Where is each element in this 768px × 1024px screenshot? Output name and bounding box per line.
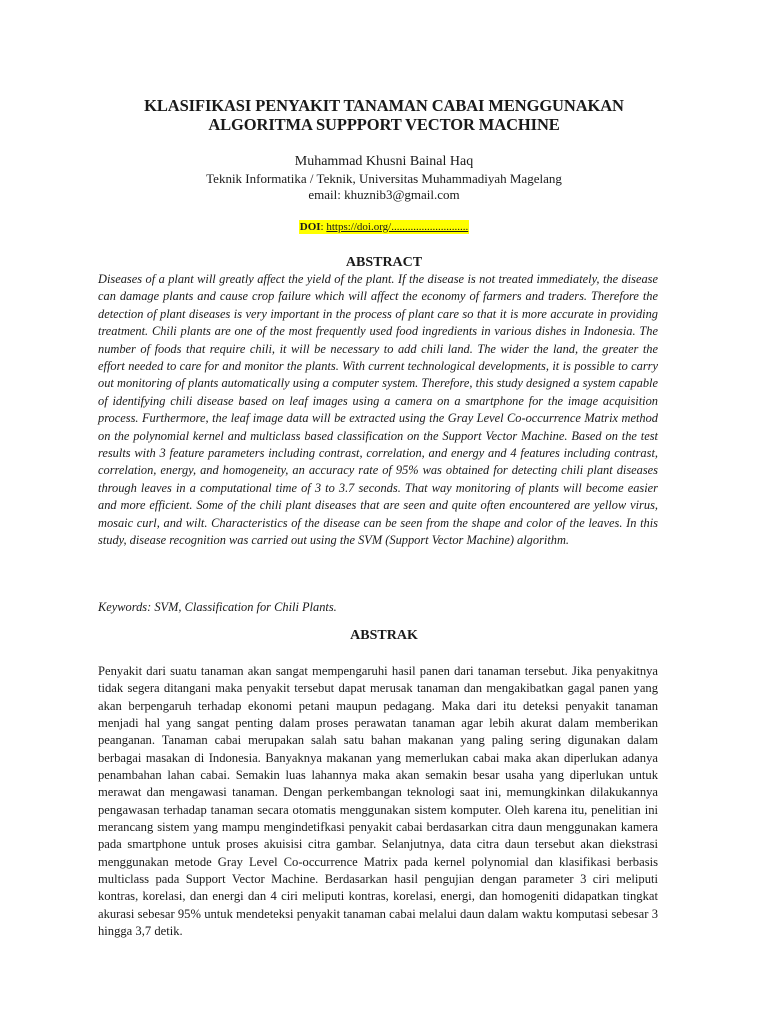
author-affiliation: Teknik Informatika / Teknik, Universitas Muhammadiyah Magelang [206,171,562,186]
abstract-paragraph: Diseases of a plant will greatly affect the yield of the plant. If the disease is not treated immediately, the disease can damage plants and cause crop failure which will affect the economy of farmers and traders. Therefore the detection of plant diseases is very important in the process of plant care so that it is more accurate in providing treatment. Chili plants are one of the most frequently used food ingredients in various dishes in Indonesia. The number of foods that require chili, it will be necessary to add chili land. The wider the land, the greater the effort needed to care for and monitor the plants. With current technological developments, it is possible to carry out monitoring of plants automatically using a computer system. Therefore, this study designed a system capable of identifying chili disease based on leaf images using a camera on a smartphone for the image acquisition process. Furthermore, the leaf image data will be extracted using the Gray Level Co-occurrence Matrix method on the polynomial kernel and multiclass based classification on the Support Vector Machine. Based on the test results with 3 feature parameters including contrast, correlation, and energy and 4 features including contrast, correlation, energy, and homogeneity, an accuracy rate of 95% was obtained for detecting chili plant diseases through leaves in a computational time of 3 to 3.7 seconds. That way monitoring of plants will become easier and more efficient. Some of the chili plant diseases that are seen and quite often encountered are yellow virus, mosaic curl, and wilt. Characteristics of the disease can be seen from the shape and color of the leaves. In this study, disease recognition was carried out using the SVM (Support Vector Machine) algorithm. [98,272,658,548]
doi-separator: : [320,221,327,233]
abstrak-heading: ABSTRAK [350,628,418,643]
paper-title-line-1: KLASIFIKASI PENYAKIT TANAMAN CABAI MENGGUNAKAN [144,96,624,115]
author-name: Muhammad Khusni Bainal Haq [294,154,474,169]
doi-link[interactable]: https://doi.org/............................ [326,221,469,233]
doi-label: DOI [299,221,321,233]
author-email: email: khuznib3@gmail.com [308,187,460,202]
paper-title-line-2: ALGORITMA SUPPPORT VECTOR MACHINE [208,115,560,134]
keywords: Keywords: SVM, Classification for Chili Plants. [98,600,337,614]
abstrak-body [98,663,658,941]
paper-title [60,96,708,134]
abstract-heading: ABSTRACT [345,255,423,270]
doi-highlight [299,220,469,234]
doi-line [0,220,768,234]
abstrak-paragraph: Penyakit dari suatu tanaman akan sangat mempengaruhi hasil panen dari tanaman tersebut. Jika penyakitnya tidak segera ditangani maka penyakit tersebut dapat merusak tanaman dan mengakibatkan gagal panen yang akan berpengaruh terhadap ekonomi petani maupun pedagang. Maka dari itu deteksi penyakit tanaman menjadi hal yang sangat penting dalam proses perawatan tanaman agar lebih akurat dalam memberikan peanganan. Tanaman cabai merupakan salah satu bahan makanan yang paling sering digunakan dalam berbagai masakan di Indonesia. Banyaknya makanan yang memerlukan cabai maka akan diperlukan adanya penambahan lahan cabai. Semakin luas lahannya maka akan semakin besar usaha yang diperlukan untuk merawat dan mengawasi tanaman. Dengan perkembangan teknologi saat ini, memungkinkan dilakukannya pengawasan terhadap tanaman secara otomatis menggunakan sistem komputer. Oleh karena itu, penelitian ini merancang sistem yang mampu mengindetifkasi penyakit cabai berdasarkan citra daun menggunakan kamera pada smartphone untuk proses akuisisi citra gambar. Selanjutnya, data citra daun tersebut akan diekstrasi menggunakan metode Gray Level Co-occurrence Matrix pada kernel polynomial dan klasifikasi berbasis multiclass pada Support Vector Machine. Berdasarkan hasil pengujian dengan parameter 3 ciri meliputi kontras, korelasi, dan energi dan 4 ciri meliputi kontras, korelasi, energi, dan homogeniti didapatkan tingkat akurasi sebesar 95% untuk mendeteksi penyakit tanaman cabai melalui daun dalam waktu komputasi sebesar 3 hingga 3,7 detik. [98,664,658,939]
abstract-body [98,271,658,550]
